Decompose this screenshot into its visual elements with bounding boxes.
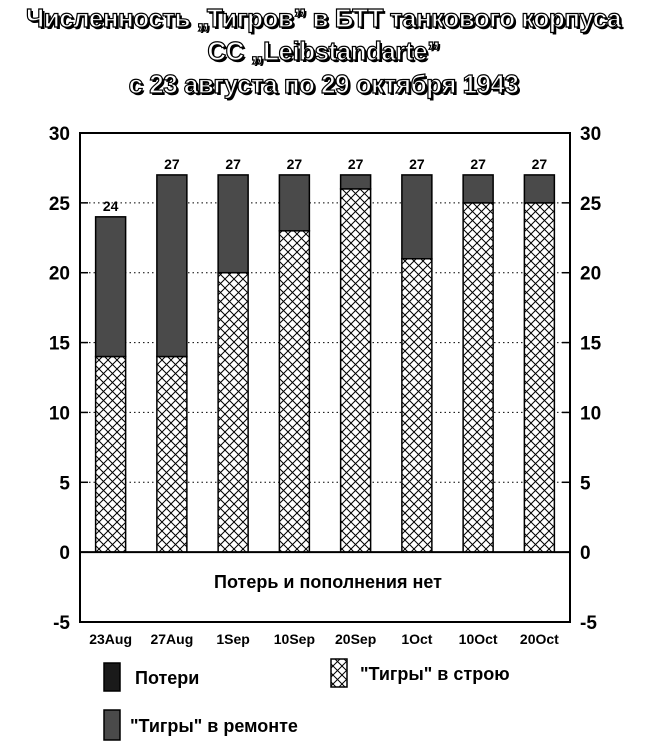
y-tick-label-left: 30 xyxy=(48,124,70,145)
bar-total-label: 24 xyxy=(102,197,119,214)
chart-title-line-1: Численность „Тигров” в БТТ танкового корпуса xyxy=(25,3,622,33)
bars xyxy=(96,175,555,552)
x-tick-label: 1Sep xyxy=(216,631,250,647)
x-tick-label: 10Oct xyxy=(458,631,498,647)
bar-in-service xyxy=(524,203,554,552)
no-losses-note: Потерь и пополнения нет xyxy=(214,572,442,592)
chart-title-line-2: СС „Leibstandarte” xyxy=(207,36,440,66)
bar-repair xyxy=(279,175,309,231)
y-tick-label-right: 0 xyxy=(580,543,591,565)
bar-total-label: 27 xyxy=(164,155,180,172)
legend-item-in-service xyxy=(331,659,510,687)
bar-in-service xyxy=(279,231,309,552)
bar-repair xyxy=(524,175,554,203)
bar-in-service xyxy=(463,203,493,552)
y-tick-label-right: 10 xyxy=(580,403,602,425)
x-tick-label: 20Sep xyxy=(335,631,377,647)
plot-frame xyxy=(80,133,570,622)
legend-label-losses: Потери xyxy=(135,668,200,688)
y-tick-label-right: 15 xyxy=(580,333,602,355)
bar-total-label: 27 xyxy=(470,155,486,172)
legend-label-repair: "Тигры" в ремонте xyxy=(130,716,298,736)
axes xyxy=(80,133,570,622)
x-tick-label: 27Aug xyxy=(150,631,194,647)
y-tick-label-right: 20 xyxy=(580,263,602,285)
legend-swatch-repair xyxy=(104,710,120,740)
bar-repair xyxy=(96,217,126,357)
x-tick-label: 1Oct xyxy=(401,631,433,647)
bar-repair xyxy=(463,175,493,203)
y-tick-label-right: 25 xyxy=(580,193,602,215)
bar-total-label: 27 xyxy=(347,155,364,172)
grid-lines xyxy=(80,203,570,482)
bar-in-service xyxy=(157,357,187,553)
bar-in-service xyxy=(341,189,371,552)
x-tick-label: 20Oct xyxy=(519,631,559,647)
y-tick-label-right: 30 xyxy=(580,124,602,145)
bar-repair xyxy=(402,175,432,259)
bar-in-service xyxy=(402,259,432,552)
bar-total-label: 27 xyxy=(409,155,425,172)
x-tick-label: 23Aug xyxy=(89,631,133,647)
legend-swatch-losses xyxy=(104,663,120,691)
bar-total-label: 27 xyxy=(225,155,241,172)
bar-in-service xyxy=(96,357,126,553)
y-tick-label-left: 20 xyxy=(48,263,70,285)
legend-item-repair xyxy=(104,710,298,740)
bar-in-service xyxy=(218,273,248,552)
y-tick-label-right: -5 xyxy=(580,613,597,634)
bar-total-label: 27 xyxy=(286,155,303,172)
x-tick-label: 10Sep xyxy=(273,631,315,647)
bar-total-label: 27 xyxy=(531,155,548,172)
chart-title-line-3: с 23 августа по 29 октября 1943 xyxy=(128,69,519,99)
y-tick-label-left: -5 xyxy=(53,613,70,634)
bar-repair xyxy=(341,175,371,189)
y-tick-label-right: 5 xyxy=(580,473,591,495)
legend xyxy=(104,659,510,740)
bar-repair xyxy=(157,175,187,357)
bar-repair xyxy=(218,175,248,273)
legend-label-in-service: "Тигры" в строю xyxy=(360,664,510,684)
labels xyxy=(49,124,602,647)
y-tick-label-left: 0 xyxy=(59,543,70,565)
y-tick-label-left: 5 xyxy=(59,473,70,495)
y-tick-label-left: 25 xyxy=(48,193,70,215)
legend-swatch-in-service xyxy=(331,659,347,687)
legend-item-losses xyxy=(104,663,199,691)
y-tick-label-left: 15 xyxy=(48,333,70,355)
y-tick-label-left: 10 xyxy=(48,403,70,425)
